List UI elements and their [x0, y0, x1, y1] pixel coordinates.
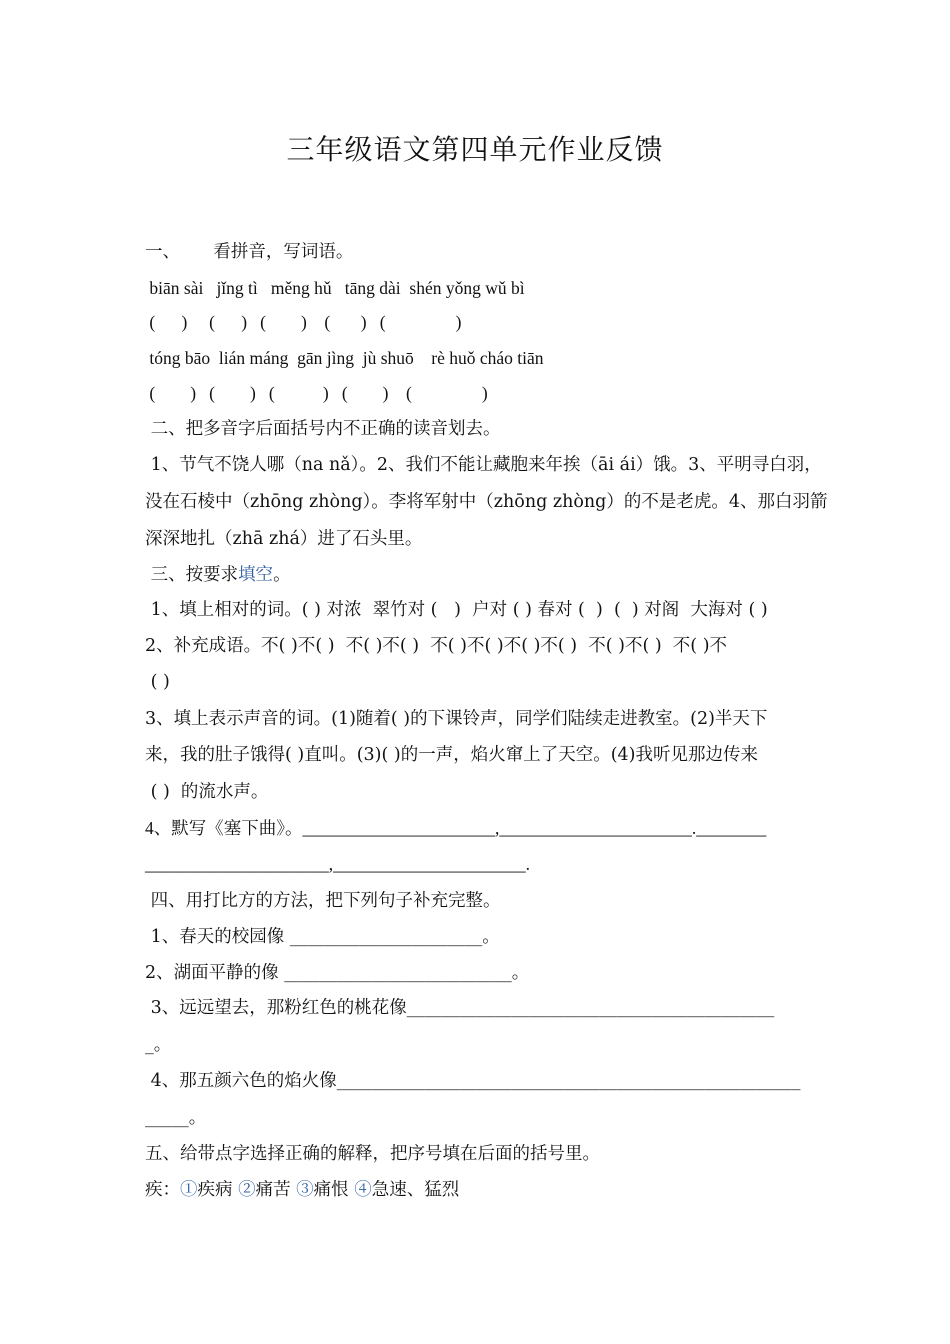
- option-3: 痛恨: [313, 1180, 355, 1200]
- pinyin-row-1: biān sài jǐng tì měng hǔ tāng dài shén yǒng wǔ bì: [145, 278, 525, 298]
- blank-row-2: ( ) ( ) ( ) ( ) ( ): [145, 383, 488, 403]
- option-1-number: ①: [180, 1180, 198, 1200]
- option-4-number: ④: [354, 1180, 372, 1200]
- section-3-line-6: ( ) 的流水声。: [145, 782, 269, 802]
- option-1: 疾病: [197, 1180, 239, 1200]
- section-3-line-1: 1、填上相对的词。( ) 对浓 翠竹对 ( ) 户对 ( ) 春对 ( ) ( ) 对阁 大海对 ( ): [145, 600, 768, 620]
- section-4-line-1: 1、春天的校园像 ______________________。: [145, 927, 500, 947]
- section-3-line-2: 2、补充成语。不( )不( ) 不( )不( ) 不( )不( )不( )不( ) 不( )不( ) 不( )不: [145, 636, 728, 656]
- section-4-line-4: _。: [145, 1035, 172, 1055]
- fill-blank-link[interactable]: 填空: [238, 565, 274, 585]
- section-4-line-3: 3、远远望去，那粉红色的桃花像__________________________________________: [145, 998, 775, 1018]
- option-2: 痛苦: [255, 1180, 297, 1200]
- section-3-line-5: 来，我的肚子饿得( )直叫。(3)( )的一声，焰火窜上了天空。(4)我听见那边传来: [145, 745, 759, 765]
- section-3-line-7: 4、默写《塞下曲》。______________________,______________________.________: [145, 818, 767, 838]
- section-5-options: [145, 1178, 810, 1202]
- section-3-line-4: 3、填上表示声音的词。(1)随着( )的下课铃声，同学们陆续走进教室。(2)半天下: [145, 709, 768, 729]
- section-2-heading: 二、把多音字后面括号内不正确的读音划去。: [145, 419, 501, 439]
- option-2-number: ②: [238, 1180, 256, 1200]
- blank-row-1: ( ) ( ) ( ) ( ) ( ): [145, 312, 462, 332]
- pinyin-row-2: tóng bāo lián máng gān jìng jù shuō rè huǒ cháo tiān: [145, 348, 544, 368]
- section-4-line-5: 4、那五颜六色的焰火像_____________________________________________________: [145, 1071, 801, 1091]
- section-2-line-2: 没在石棱中（zhōng zhòng）。李将军射中（zhōng zhòng）的不是老虎。4、那白羽箭: [145, 492, 828, 512]
- section-4-heading: 四、用打比方的方法，把下列句子补充完整。: [145, 891, 501, 911]
- section-2-line-1: 1、节气不饶人哪（na nǎ）。2、我们不能让藏胞来年挨（āi ái）饿。3、平明寻白羽，: [145, 455, 822, 475]
- section-3-line-8: _____________________,______________________.: [145, 854, 530, 874]
- section-5-heading: 五、给带点字选择正确的解释，把序号填在后面的括号里。: [145, 1144, 600, 1164]
- section-3-line-3: ( ): [145, 672, 170, 692]
- section-4-line-6: _____。: [145, 1108, 207, 1128]
- section-4-line-2: 2、湖面平静的像 __________________________。: [145, 963, 530, 983]
- section-3-heading: 三、按要求填空。: [145, 565, 291, 585]
- section-2-line-3: 深深地扎（zhā zhá）进了石头里。: [145, 529, 423, 549]
- option-3-number: ③: [296, 1180, 314, 1200]
- char-label: 疾：: [145, 1180, 180, 1200]
- section-1-heading: 一、 看拼音，写词语。: [145, 242, 354, 262]
- page-title: 三年级语文第四单元作业反馈: [286, 133, 664, 166]
- option-4: 急速、猛烈: [371, 1180, 460, 1200]
